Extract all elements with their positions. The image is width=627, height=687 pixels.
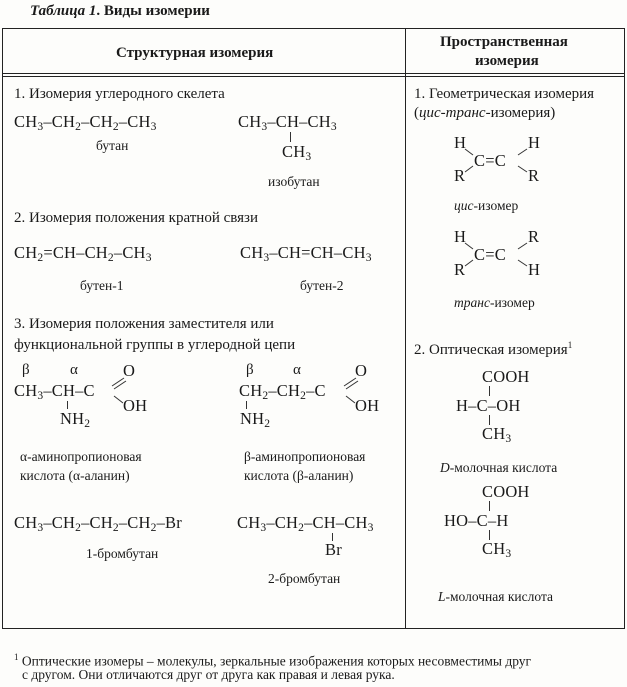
- butene2-formula: $CH_3-CH=CH-CH_3$: [240, 243, 372, 264]
- footnote-mark: 1: [567, 340, 573, 350]
- alpha-alanine-name: α-аминопропионовая: [20, 449, 142, 464]
- isobutane-branch: $CH_3$: [282, 142, 312, 163]
- atom: R: [454, 166, 466, 185]
- cis-italic: цис: [454, 198, 474, 213]
- section-heading: 2. Изомерия положения кратной связи: [14, 210, 258, 226]
- footnote-mark: 1: [14, 652, 19, 662]
- hydroxyl: OH: [355, 396, 380, 415]
- double-bond: C=C: [474, 245, 506, 264]
- oxygen: O: [123, 361, 136, 380]
- bromobutane2-formula: $CH_3-CH_2-CH-CH_3$: [237, 513, 374, 534]
- bond: [489, 501, 490, 511]
- d-italic: D: [440, 460, 450, 475]
- footnote-line2: с другом. Они отличаются друг от друга как правая и левая рука.: [22, 667, 395, 682]
- cis-trans-italic: цис-транс: [419, 105, 486, 121]
- center-carbon: H–C–OH: [456, 396, 521, 415]
- carboxyl: COOH: [482, 482, 530, 501]
- amino-group: $NH_2$: [60, 409, 91, 430]
- l-lactic-name: [438, 588, 553, 606]
- isobutane-name: изобутан: [268, 174, 320, 189]
- alpha-label: α: [293, 362, 301, 378]
- double-bond: C=C: [474, 151, 506, 170]
- atom: R: [528, 227, 540, 246]
- l-italic: L: [438, 589, 446, 604]
- beta-alanine-name: β-аминопропионовая: [244, 449, 366, 464]
- butane-name: бутан: [96, 138, 129, 153]
- bromobutane1-name: 1-бромбутан: [86, 546, 159, 561]
- paren: (: [414, 105, 419, 121]
- oxygen: O: [355, 361, 368, 380]
- alpha-alanine-name-line2: кислота (α-аланин): [20, 468, 130, 483]
- atom: R: [454, 260, 466, 279]
- bromine: Br: [325, 540, 342, 559]
- butene2-name: бутен-2: [300, 278, 344, 293]
- atom: H: [528, 133, 541, 152]
- cis-name: [454, 197, 518, 215]
- butene1-name: бутен-1: [80, 278, 124, 293]
- amino-group: $NH_2$: [240, 409, 271, 430]
- butane-formula: $CH_3-CH_2-CH_2-CH_3$: [14, 112, 157, 133]
- heading-rest: -изомерия): [485, 105, 556, 121]
- methyl: $CH_3$: [482, 539, 512, 560]
- carboxyl: COOH: [482, 367, 530, 386]
- isobutane-formula: $CH_3-CH-CH_3$: [238, 112, 337, 133]
- section-heading: [414, 336, 572, 359]
- table-caption: . Виды изомерии: [96, 3, 210, 19]
- atom: H: [528, 260, 541, 279]
- beta-alanine-name-line2: кислота (β-аланин): [244, 468, 354, 483]
- atom: H: [454, 133, 467, 152]
- section-heading: 1. Изомерия углеродного скелета: [14, 86, 225, 102]
- d-rest: -молочная кислота: [449, 460, 558, 475]
- section-heading-line2: функциональной группы в углеродной цепи: [14, 337, 296, 353]
- butene1-formula: $CH_2=CH-CH_2-CH_3$: [14, 243, 152, 264]
- alanine-chain: $CH_2-CH_2-C$: [239, 381, 326, 402]
- center-carbon: HO–C–H: [444, 511, 509, 530]
- d-lactic-name: [440, 459, 557, 477]
- trans-name: [454, 294, 535, 312]
- section-heading: 3. Изомерия положения заместителя или: [14, 316, 274, 332]
- header-spatial-line2: изомерия: [475, 53, 539, 69]
- bond: [489, 386, 490, 396]
- trans-rest: -изомер: [489, 295, 535, 310]
- header-spatial: Пространственная: [440, 34, 568, 50]
- methyl: $CH_3$: [482, 424, 512, 445]
- atom: H: [454, 227, 467, 246]
- bromobutane1-formula: $CH_3-CH_2-CH_2-CH_2-Br$: [14, 513, 182, 534]
- l-rest: -молочная кислота: [445, 589, 553, 604]
- bromobutane2-name: 2-бромбутан: [268, 571, 341, 586]
- section-heading-line2: [414, 104, 555, 122]
- beta-label: β: [22, 362, 30, 378]
- footnote-line1: Оптические изомеры – молекулы, зеркальные изображения которых несовместимы друг: [21, 653, 532, 669]
- atom: R: [528, 166, 540, 185]
- section-heading: 1. Геометрическая изомерия: [414, 86, 595, 102]
- alanine-chain: $CH_3-CH-C$: [14, 381, 95, 402]
- hydroxyl: OH: [123, 396, 148, 415]
- alpha-label: α: [70, 362, 78, 378]
- beta-label: β: [246, 362, 254, 378]
- cis-rest: -изомер: [473, 198, 519, 213]
- header-structural: Структурная изомерия: [116, 45, 274, 61]
- optical-heading: 2. Оптическая изомерия: [414, 342, 568, 358]
- table-number: Таблица 1: [30, 3, 97, 19]
- trans-italic: транс: [454, 295, 490, 310]
